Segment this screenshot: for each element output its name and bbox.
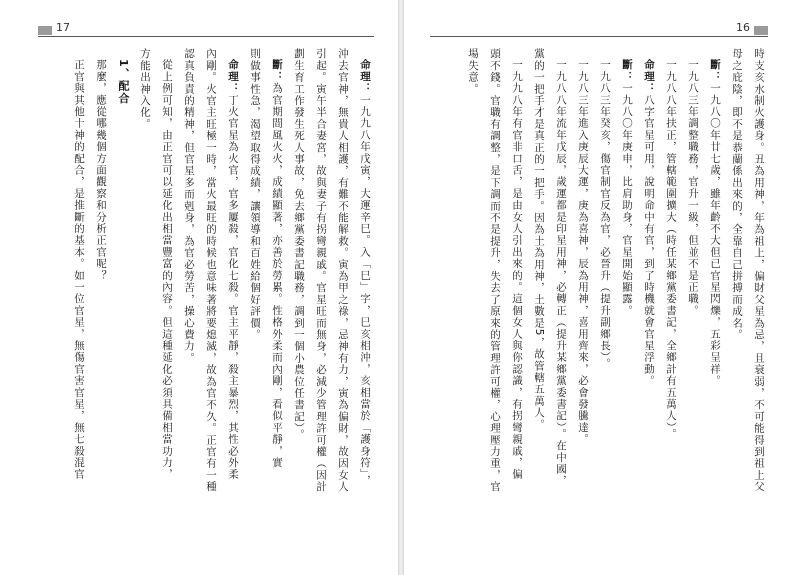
column-text: 一九八〇年庚申，比肩助身，官星開始顯露。 (621, 82, 633, 317)
text-column (310, 48, 332, 558)
left-page (0, 0, 398, 575)
column-text: 一九九八年戊寅，大運辛巳。入「巳」字，巳亥相沖，亥相當於「護身符」， (359, 94, 371, 487)
paragraph-label: 命理： (227, 59, 239, 95)
text-column (266, 48, 288, 558)
page-number: 17 (56, 21, 70, 34)
column-text: 八字官星可用，說明命中有官，到了時機就會官星浮動。 (643, 94, 655, 387)
text-column (682, 48, 704, 558)
text-column (178, 48, 200, 558)
column-text: 引起。寅午半合妻宮，故與妻子有拐彎親戚。官星旺而無身，必減少管理許可權（因計 (315, 48, 327, 493)
text-column (134, 48, 156, 558)
text-column (594, 48, 616, 558)
text-column (484, 48, 506, 558)
text-column (550, 48, 572, 558)
paragraph-label: 命理： (643, 59, 655, 95)
section-number: 1、 (117, 59, 130, 81)
right-page-body (430, 48, 770, 558)
text-column (200, 48, 222, 558)
right-page (404, 0, 800, 575)
paragraph-label: 斷： (709, 59, 721, 83)
column-text: 黨的一把手才是真正的一把手。因為土為用神，土數是5，故管轄五萬人。 (533, 48, 545, 431)
section-heading (112, 48, 134, 558)
header-rule (38, 36, 374, 37)
page-marker-icon (38, 26, 52, 35)
column-text: 一九八三年癸亥，傷官制官反為官，必晉升（提升副鄉長）。 (599, 59, 611, 370)
header-rule (430, 36, 768, 37)
paragraph-label: 斷： (621, 59, 633, 83)
text-column (288, 48, 310, 558)
page-number: 16 (736, 21, 750, 34)
column-text: 一九八〇年廿七歲，雖年齡不大但已官星閃爍，五彩呈祥。 (709, 82, 721, 387)
column-text: 沖去官神，無貴人相護，有難不能解救。寅為甲之祿，忌神有力，寅為偏財，故因女人 (337, 48, 349, 493)
column-text: 方能出神入化。 (139, 48, 151, 130)
column-text: 從上例可知，由正官可以延化出相當豐富的內容。但這種延化必須具備相當功力， (161, 59, 173, 481)
text-column (660, 48, 682, 558)
paragraph-label: 命理： (359, 59, 371, 95)
text-column (462, 48, 484, 558)
text-column (68, 48, 90, 558)
text-column (156, 48, 178, 558)
column-text: 正官與其他十神的配合，是推斷的基本。如一位官星，無傷官害官星，無七殺混官 (73, 59, 85, 481)
column-text: 一九八三年進入庚辰大運，庚為喜神，辰為用神，喜用齊來，必會發騰達。 (577, 59, 589, 446)
column-text: 為官期間風火火，成績顯著，亦善於勞累。性格外柔而內剛，看似平靜，實 (271, 82, 283, 469)
text-column (638, 48, 660, 558)
page-marker-icon (754, 26, 768, 35)
column-text: 場失意。 (467, 48, 479, 95)
left-page-body (36, 48, 376, 558)
column-text: 母之庇陰，即不是恭蘭係出來的，全靠自己拼搏而成名。 (731, 48, 743, 341)
column-text: 則做事性急，渴望取得成績，讓領導和百姓給個好評價。 (249, 48, 261, 341)
column-text: 一九八三年調整職務，官升一級，但並不是正職。 (687, 59, 699, 317)
text-column (222, 48, 244, 558)
column-text: 那麼，應從哪幾個方面觀察和分析正官呢？ (95, 59, 107, 282)
text-column (748, 48, 770, 558)
paragraph-label: 斷： (271, 59, 283, 83)
column-text: 丁火官星為火官，官多屢殺，官化七殺。官主平靜，殺主暴烈，其性必外柔 (227, 94, 239, 481)
column-text: 一九八八年流年戊辰，歲運都是印星用神，必轉正（提升某鄉黨委書記）。在中國， (555, 59, 567, 487)
text-column (528, 48, 550, 558)
column-text: 配合 (117, 80, 130, 105)
text-column (704, 48, 726, 558)
column-text: 一九八八年扶正，管轄範圍擴大（時任某鄉黨委書記，全鄉計有五萬人）。 (665, 59, 677, 440)
text-column (572, 48, 594, 558)
text-column (726, 48, 748, 558)
text-column (244, 48, 266, 558)
column-text: 內剛。火官主旺極一時，當火最旺的時候也意味著將要熄滅，故為官不久。正官有一種 (205, 48, 217, 493)
text-column (90, 48, 112, 558)
text-column (354, 48, 376, 558)
column-text: 頭不錢。官職有調整，是下調而不是提升，失去了原來的管理許可權，心理壓力重，官 (489, 48, 501, 493)
column-text: 一九九八年有官非口舌，是由女人引出來的。這個女人與你認識，有拐彎親戚，偏 (511, 59, 523, 481)
text-column (332, 48, 354, 558)
text-column (506, 48, 528, 558)
column-text: 劃生育工作發生死人事故，免去鄉黨委書記職務，調到一個小農位任書記）。 (293, 48, 305, 441)
column-text: 認真負責的精神，但官星多而剋身，為官必勞苦，操心費力。 (183, 48, 195, 364)
column-text: 時支亥水制火護身。丑為用神，年為祖上，偏財父星為忌，且衰弱，不可能得到祖上父 (753, 48, 765, 493)
text-column (616, 48, 638, 558)
